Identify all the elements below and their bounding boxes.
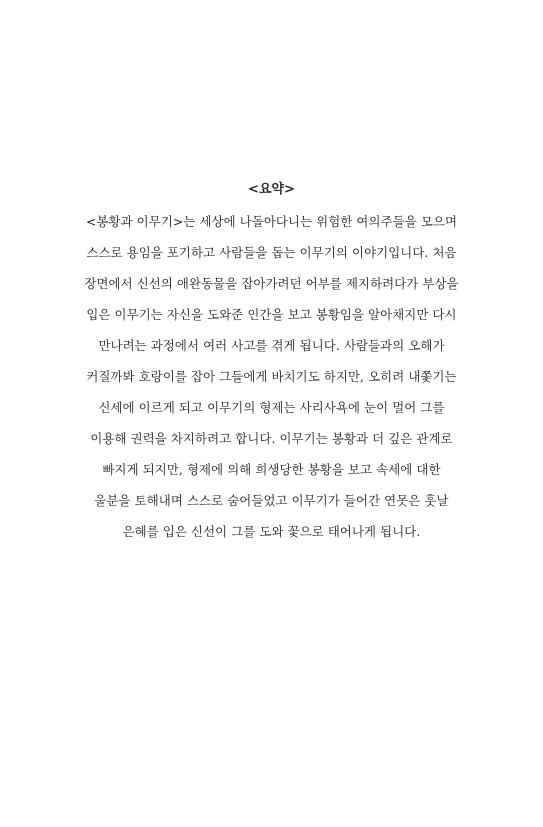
summary-line: 장면에서 신선의 애완동물을 잡아가려던 어부를 제지하려다가 부상을 <box>84 276 459 291</box>
summary-body <box>60 213 483 554</box>
summary-line: 은혜를 입은 신선이 그를 도와 꽃으로 태어나게 됩니다. <box>122 524 421 539</box>
summary-title: <요약> <box>248 182 295 197</box>
summary-line: 울분을 토해내며 스스로 숨어들었고 이무기가 들어간 연못은 훗날 <box>94 493 449 508</box>
summary-line: 스스로 용임을 포기하고 사람들을 돕는 이무기의 이야기입니다. 처음 <box>86 245 457 260</box>
summary-line: 커질까봐 호랑이를 잡아 그들에게 바치기도 하지만, 오히려 내쫓기는 <box>86 369 457 384</box>
summary-line: 신세에 이르게 되고 이무기의 형제는 사리사욕에 눈이 멀어 그를 <box>98 400 445 415</box>
summary-line: 입은 이무기는 자신을 도와준 인간을 보고 봉황임을 알아채지만 다시 <box>86 307 457 322</box>
summary-line: <봉황과 이무기>는 세상에 나돌아다니는 위험한 여의주들을 모으며 <box>85 214 458 229</box>
summary-line: 빠지게 되지만, 형제에 의해 희생당한 봉황을 보고 속세에 대한 <box>102 462 441 477</box>
summary-line: 만나려는 과정에서 여러 사고를 겪게 됩니다. 사람들과의 오해가 <box>98 338 445 353</box>
summary-line: 이용해 권력을 차지하려고 합니다. 이무기는 봉황과 더 깊은 관계로 <box>90 431 453 446</box>
